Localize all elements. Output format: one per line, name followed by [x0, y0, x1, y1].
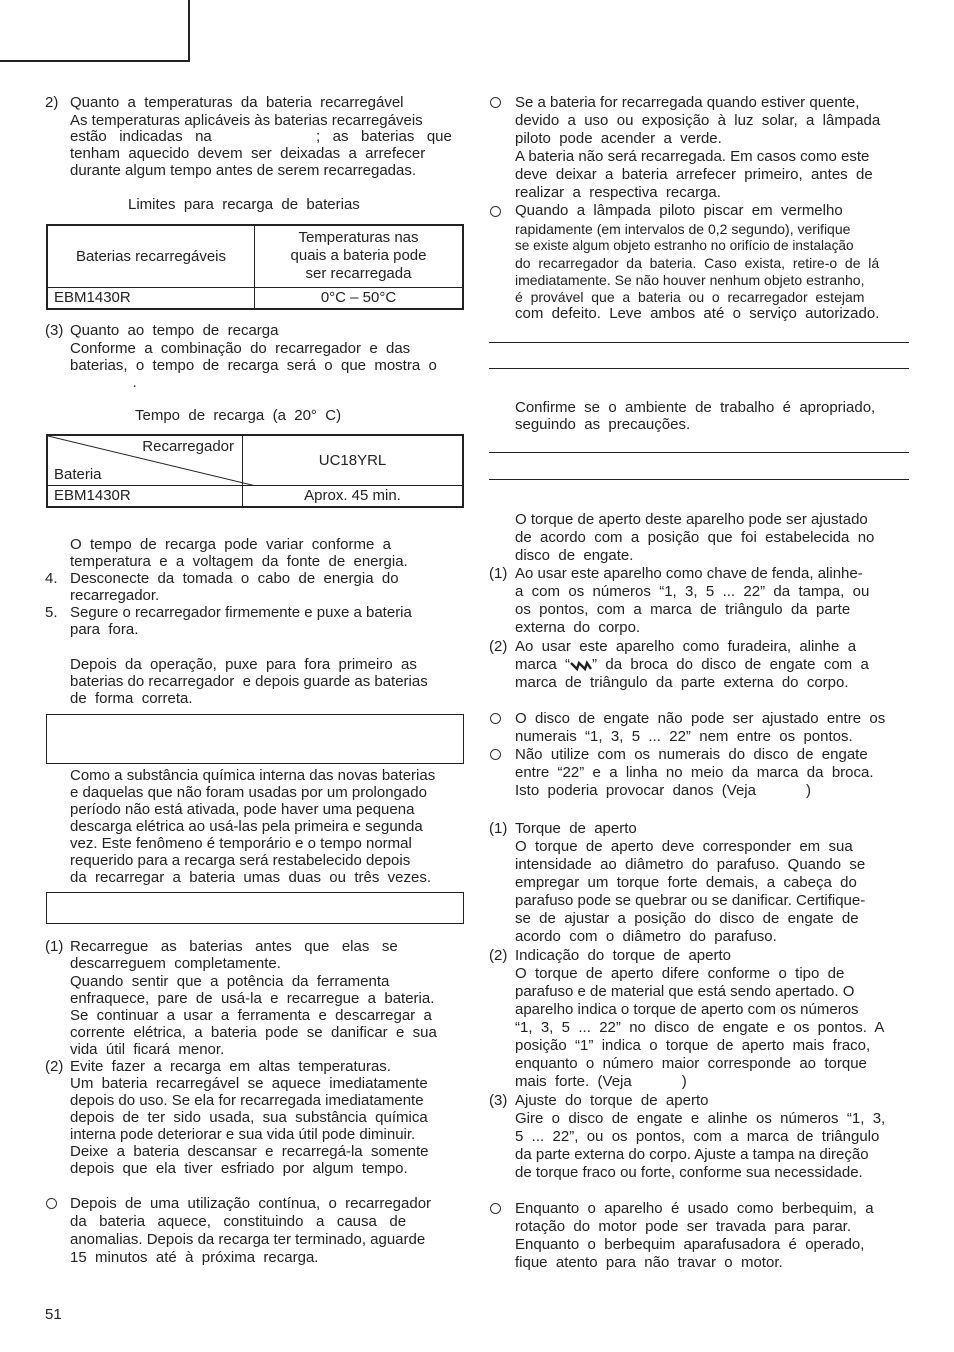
text-line: aparelho indica o torque de aperto com os números: [515, 1001, 859, 1018]
text-line: baterias do recarregador e depois guarde as baterias: [70, 673, 428, 690]
section-heading: Ajuste do torque de aperto: [515, 1092, 709, 1109]
text-line: os pontos, com a marca de triângulo da parte: [515, 601, 851, 618]
text-line: e daquelas que não foram usadas por um prolongado: [70, 784, 427, 801]
item-number: (2): [489, 638, 508, 655]
text-line: acordo com o diâmetro do parafuso.: [515, 928, 777, 945]
text-line: depois de ter sido usada, sua substância química: [70, 1109, 428, 1126]
diagonal-header-cell: [47, 435, 243, 485]
text-line: Enquanto o berbequim aparafusadora é operado,: [515, 1236, 865, 1253]
text-line: posição “1” indica o torque de aperto mais fraco,: [515, 1037, 871, 1054]
text-line: Confirme se o ambiente de trabalho é apropriado,: [515, 399, 876, 416]
section-heading: Torque de aperto: [515, 820, 637, 837]
text-line: mais forte. (Veja ): [515, 1073, 687, 1090]
circle-bullet-icon: [490, 713, 501, 724]
text-line: temperatura e a voltagem da fonte de energia.: [70, 553, 408, 570]
text-line: O tempo de recarga pode variar conforme a: [70, 536, 391, 553]
text-line: Ao usar este aparelho como chave de fenda, alinhe-: [515, 565, 863, 582]
text-line: Depois da operação, puxe para fora primeiro as: [70, 656, 417, 673]
text-line: deve deixar a bateria arrefecer primeiro, antes de: [515, 166, 873, 183]
table-caption: Limites para recarga de baterias: [128, 196, 360, 213]
text-line: vida útil ficará menor.: [70, 1041, 225, 1058]
text-line: A bateria não será recarregada. Em casos como este: [515, 148, 870, 165]
section-heading: Quanto a temperaturas da bateria recarregável: [70, 94, 404, 111]
item-number: (2): [45, 1058, 64, 1075]
text-line: As temperaturas aplicáveis às baterias recarregáveis: [70, 112, 423, 129]
text-line: [515, 656, 869, 674]
item-number: (2): [489, 947, 508, 964]
text-line: estão indicadas na ; as baterias que: [70, 128, 452, 145]
text-line: intensidade ao diâmetro do parafuso. Quando se: [515, 856, 866, 873]
text-line: realizar a respectiva recarga.: [515, 184, 721, 201]
item-number: (1): [489, 820, 508, 837]
text-line: Gire o disco de engate e alinhe os números “1, 3,: [515, 1110, 886, 1127]
text-line: de torque fraco ou forte, conforme sua necessidade.: [515, 1164, 863, 1181]
section-heading: Quanto ao tempo de recarga: [70, 322, 279, 339]
heading-box: [46, 892, 464, 924]
text-line: Não utilize com os numerais do disco de engate: [515, 746, 868, 763]
text-line: 5 ... 22”, ou os pontos, com a marca de triângulo: [515, 1128, 880, 1145]
circle-bullet-icon: [490, 206, 501, 217]
drill-mark-icon: [570, 659, 592, 671]
text-line: Segure o recarregador firmemente e puxe a bateria: [70, 604, 412, 621]
text-line: Um bateria recarregável se aquece imediatamente: [70, 1075, 428, 1092]
text-line: depois que ela tiver esfriado por algum tempo.: [70, 1160, 408, 1177]
item-number: (1): [489, 565, 508, 582]
text-line: Quando a lâmpada piloto piscar em vermelho: [515, 202, 843, 219]
text-line: O torque de aperto deste aparelho pode ser ajustado: [515, 511, 868, 528]
text-line: O torque de aperto difere conforme o tipo de: [515, 965, 845, 982]
item-number: 4.: [45, 570, 58, 587]
table-cell: 0°C – 50°C: [255, 287, 464, 309]
text-line: de forma correta.: [70, 690, 193, 707]
section-rule: [489, 479, 909, 480]
item-number: (3): [45, 322, 64, 339]
text-line: de acordo com a posição que foi estabelecida no: [515, 529, 875, 546]
table-header-cell: UC18YRL: [243, 435, 464, 485]
charge-time-table: [46, 434, 464, 508]
text-line: Recarregue as baterias antes que elas se: [70, 938, 398, 955]
text-line: disco de engate.: [515, 547, 634, 564]
item-number: 5.: [45, 604, 58, 621]
text-line: durante algum tempo antes de serem recarregadas.: [70, 162, 417, 179]
text-line: rotação do motor pode ser travada para parar.: [515, 1218, 852, 1235]
item-number: 2): [45, 94, 59, 111]
text-line: empregar um torque forte demais, a cabeça do: [515, 874, 857, 891]
section-heading: Indicação do torque de aperto: [515, 947, 731, 964]
header-bottom-label: Bateria: [54, 465, 102, 483]
text-line: período não está ativada, pode haver uma pequena: [70, 801, 415, 818]
text-line: a com os números “1, 3, 5 ... 22” da tampa, ou: [515, 583, 870, 600]
text-line: seguindo as precauções.: [515, 416, 691, 433]
text-line: recarregador.: [70, 587, 160, 604]
table-header-cell: [255, 225, 464, 287]
text-line: .: [70, 374, 137, 391]
text-line: 15 minutos até à próxima recarga.: [70, 1249, 319, 1266]
circle-bullet-icon: [490, 749, 501, 760]
circle-bullet-icon: [490, 1203, 501, 1214]
heading-box: [46, 714, 464, 764]
table-header-cell: Baterias recarregáveis: [47, 225, 255, 287]
section-rule: [489, 368, 909, 369]
table-cell: EBM1430R: [47, 485, 243, 507]
text-line: corrente elétrica, a bateria pode se danificar e sua: [70, 1024, 437, 1041]
text-line: Quando sentir que a potência da ferramenta: [70, 973, 390, 990]
text-line: descarreguem completamente.: [70, 955, 281, 972]
corner-tab-box: [0, 0, 190, 62]
text-line: Como a substância química interna das novas baterias: [70, 767, 436, 784]
text-line: da parte externa do corpo. Ajuste a tampa na direção: [515, 1146, 869, 1163]
text-line: parafuso pode se quebrar ou se danificar. Certifique-: [515, 892, 866, 909]
text-line: fique atento para não travar o motor.: [515, 1254, 783, 1271]
text-fragment: ” da broca do disco de engate com a: [592, 656, 869, 673]
circle-bullet-icon: [490, 97, 501, 108]
text-line: é provável que a bateria ou o recarregador estejam: [515, 289, 865, 305]
text-line: Conforme a combinação do recarregador e das: [70, 340, 411, 357]
text-line: enfraquece, pare de usá-la e recarregue a bateria.: [70, 990, 435, 1007]
text-line: “1, 3, 5 ... 22” no disco de engate e os pontos. A: [515, 1019, 885, 1036]
text-line: se de ajustar a posição do disco de engate de: [515, 910, 859, 927]
item-number: (1): [45, 938, 64, 955]
table-caption: Tempo de recarga (a 20° C): [135, 407, 342, 424]
text-line: da bateria aquece, constituindo a causa de: [70, 1213, 407, 1230]
text-line: anomalias. Depois da recarga ter terminado, aguarde: [70, 1231, 426, 1248]
table-cell: Aprox. 45 min.: [243, 485, 464, 507]
text-line: externa do corpo.: [515, 619, 641, 636]
header-line: Temperaturas nas: [298, 229, 419, 247]
text-line: parafuso e de material que está sendo apertado. O: [515, 983, 855, 1000]
text-line: interna pode deteriorar e sua vida útil pode diminuir.: [70, 1126, 416, 1143]
text-line: entre “22” e a linha no meio da marca da broca.: [515, 764, 874, 781]
table-cell: EBM1430R: [47, 287, 255, 309]
text-line: devido a uso ou exposição à luz solar, a lâmpada: [515, 112, 881, 129]
text-line: descarga elétrica ao usá-las pela primeira e segunda: [70, 818, 423, 835]
text-line: depois do uso. Se ela for recarregada imediatamente: [70, 1092, 424, 1109]
text-line: baterias, o tempo de recarga será o que mostra o: [70, 357, 437, 374]
header-top-label: Recarregador: [142, 438, 234, 455]
text-line: Isto poderia provocar danos (Veja ): [515, 782, 811, 799]
charge-limits-table: [46, 224, 464, 310]
circle-bullet-icon: [46, 1198, 57, 1209]
header-line: ser recarregada: [305, 265, 412, 283]
text-line: Evite fazer a recarga em altas temperaturas.: [70, 1058, 391, 1075]
text-line: Deixe a bateria descansar e recarregá-la somente: [70, 1143, 429, 1160]
text-line: com defeito. Leve ambos até o serviço autorizado.: [515, 305, 880, 322]
item-number: (3): [489, 1092, 508, 1109]
text-line: do recarregador da bateria. Caso exista, retire-o de lá: [515, 255, 880, 271]
text-line: tenham aquecido devem ser deixadas a arrefecer: [70, 145, 426, 162]
text-line: O disco de engate não pode ser ajustado entre os: [515, 710, 886, 727]
text-line: piloto pode acender a verde.: [515, 130, 722, 147]
text-line: enquanto o número maior corresponde ao torque: [515, 1055, 867, 1072]
text-line: Se continuar a usar a ferramenta e descarregar a: [70, 1007, 432, 1024]
text-line: requerido para a recarga será restabelecido depois: [70, 852, 411, 869]
text-fragment: marca “: [515, 656, 571, 673]
text-line: vez. Este fenômeno é temporário e o tempo normal: [70, 835, 412, 852]
page-number: 51: [45, 1306, 62, 1323]
text-line: rapidamente (em intervalos de 0,2 segundo), verifique: [515, 221, 851, 237]
text-line: O torque de aperto deve corresponder em sua: [515, 838, 853, 855]
text-line: Desconecte da tomada o cabo de energia do: [70, 570, 399, 587]
text-line: Se a bateria for recarregada quando estiver quente,: [515, 94, 860, 111]
text-line: numerais “1, 3, 5 ... 22” nem entre os pontos.: [515, 728, 853, 745]
text-line: imediatamente. Se não houver nenhum objeto estranho,: [515, 272, 865, 288]
section-rule: [489, 452, 909, 453]
header-line: quais a bateria pode: [290, 247, 427, 265]
text-line: para fora.: [70, 621, 139, 638]
section-rule: [489, 342, 909, 343]
text-line: Depois de uma utilização contínua, o recarregador: [70, 1195, 432, 1212]
text-line: marca de triângulo da parte externa do corpo.: [515, 674, 849, 691]
text-line: Ao usar este aparelho como furadeira, alinhe a: [515, 638, 857, 655]
text-line: se existe algum objeto estranho no orifício de instalação: [515, 238, 854, 253]
text-line: da recarregar a bateria umas duas ou três vezes.: [70, 869, 432, 886]
text-line: Enquanto o aparelho é usado como berbequim, a: [515, 1200, 874, 1217]
